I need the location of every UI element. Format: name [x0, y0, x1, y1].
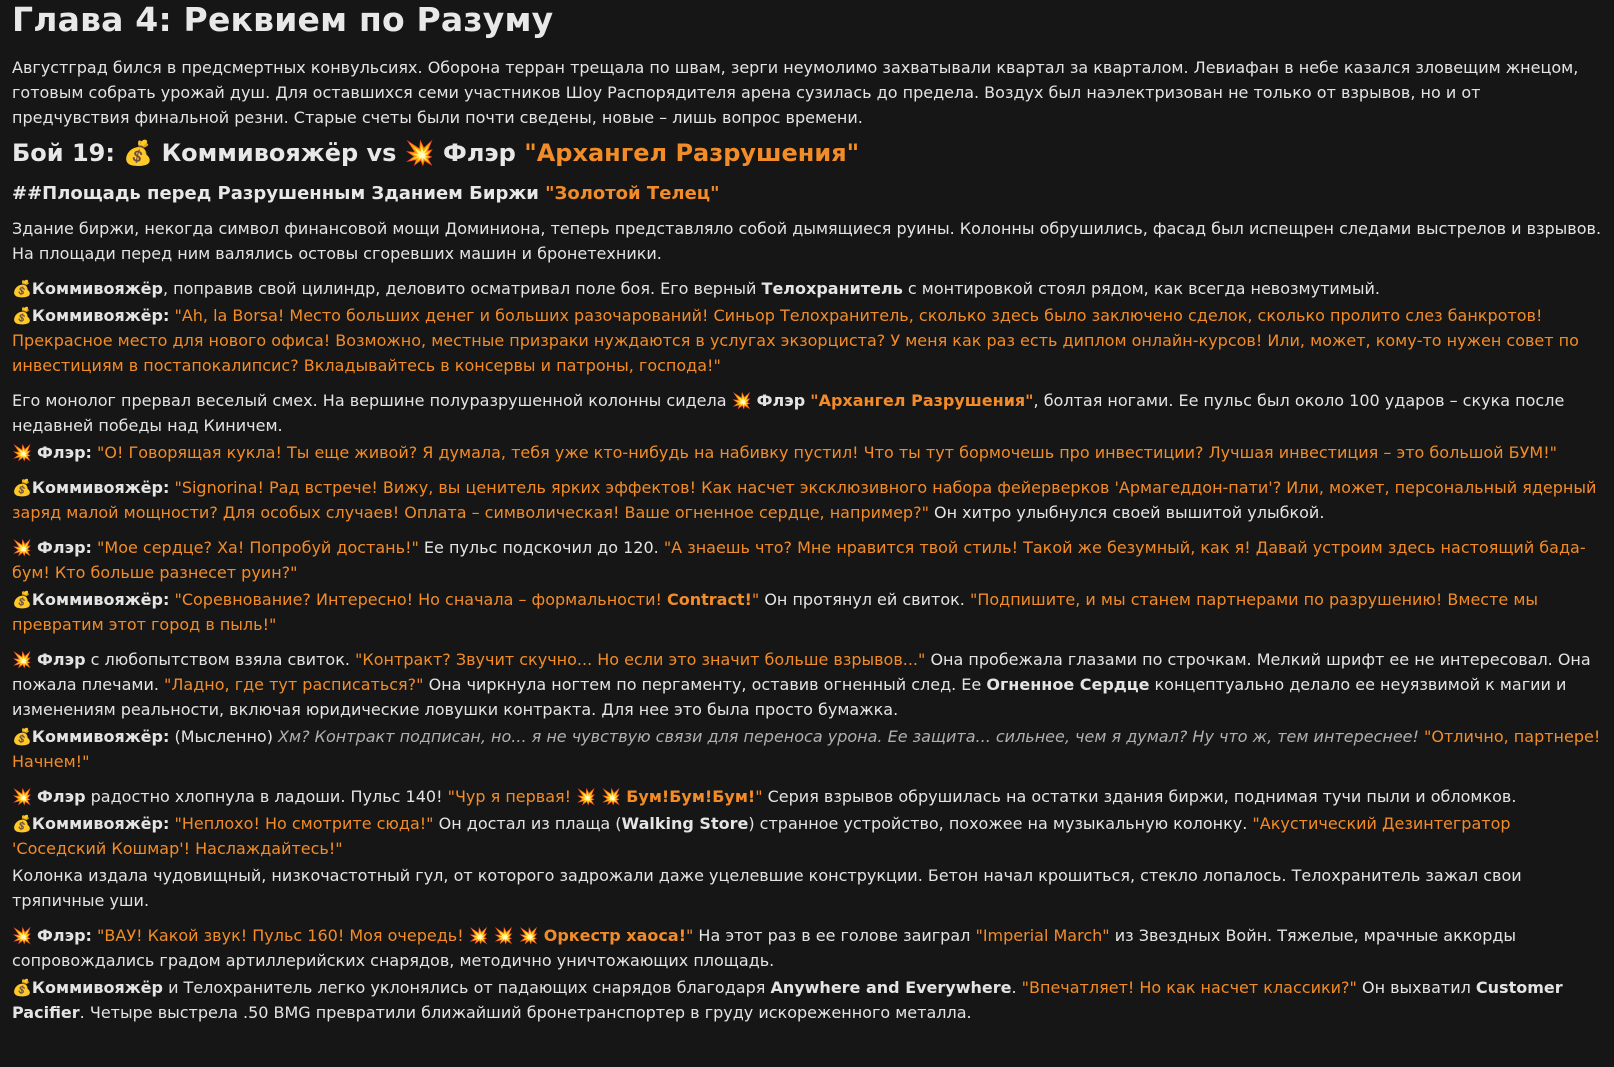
explosion-icon: 💥 [576, 787, 597, 806]
p10-thought: Хм? Контракт подписан, но... я не чувствую связи для переноса урона. Ее защита... сильнее, чем я думал? Ну что ж, тем интереснее! [278, 727, 1419, 746]
p6-quote: "Signorina! Рад встрече! Вижу, вы ценитель ярких эффектов! Как насчет эксклюзивного набора фейерверков 'Армагеддон-пати'? Или, может, персональный ядерный заряд малой мощности? Для особых случаев! Оплата – символическая! Ваше огненное сердце, например?" [12, 478, 1597, 522]
money-bag-icon: 💰 [12, 306, 32, 325]
p9-quote-1: "Контракт? Звучит скучно... Но если это значит больше взрывов..." [355, 650, 926, 669]
money-bag-icon: 💰 [12, 814, 32, 833]
p15-text-a: и Телохранитель легко уклонялись от падающих снарядов благодаря [162, 978, 771, 997]
p9-text-a: с любопытством взяла свиток. [85, 650, 356, 669]
explosion-icon: 💥 [731, 391, 752, 410]
p15-text-c: Четыре выстрела .50 BMG превратили ближайший бронетранспортер в груду искореженного металла. [89, 1003, 972, 1022]
fight-prefix: Бой 19: [12, 139, 124, 167]
p15-quote: "Впечатляет! Но как насчет классики?" [1021, 978, 1357, 997]
paragraph-15: 💰Коммивояжёр и Телохранитель легко уклонялись от падающих снарядов благодаря Anywhere and Everywhere. "Впечатляет! Но как насчет классики?" Он выхватил Customer Pacifier. Четыре выстрела .50 BMG превратили ближайший бронетранспортер в груду искореженного металла. [12, 978, 1563, 1022]
flare-name: Флэр [756, 391, 806, 410]
speaker-salesman: Коммивояжёр: [31, 814, 170, 833]
p9-text-b: Она пробежала глазами по строчкам. Мелкий шрифт ее не интересовал. Она пожала плечами. [12, 650, 1591, 694]
boom-word: Бум!Бум!Бум! [626, 787, 756, 806]
explosion-icon: 💥 [493, 926, 514, 945]
paragraph-8 [12, 587, 1602, 637]
p8-mid: Он протянул ей свиток. [759, 590, 970, 609]
p7-quote-2: "А знаешь что? Мне нравится твой стиль! Такой же безумный, как я! Давай устроим здесь настоящий бада-бум! Кто больше разнесет руин?" [12, 538, 1586, 582]
fighter2-name: Флэр [443, 139, 516, 167]
speaker-flare: Флэр: [37, 538, 92, 557]
song-title: "Imperial March" [975, 926, 1110, 945]
p9-text-d: концептуально делало ее неуязвимой к магии и изменениям реальности, включая юридические ловушки контракта. Для нее это была просто бумажка. [12, 675, 1567, 719]
fighter1-name: Коммивояжёр [161, 139, 359, 167]
p12-text-a: Он достал из плаща ( [433, 814, 622, 833]
p11-quote-1: "Чур я первая! [447, 787, 577, 806]
p14-quote-1-end: " [685, 926, 694, 945]
p6-tail: Он хитро улыбнулся своей вышитой улыбкой. [928, 503, 1325, 522]
bodyguard-name: Телохранитель [761, 279, 903, 298]
p11-text-b: Серия взрывов обрушилась на остатки здания биржи, поднимая тучи пыли и обломков. [762, 787, 1517, 806]
location-heading [12, 180, 1602, 208]
explosion-icon: 💥 [12, 650, 32, 669]
salesman-name: Коммивояжёр [31, 978, 163, 997]
paragraph-4 [12, 388, 1602, 438]
money-bag-icon: 💰 [12, 478, 32, 497]
money-bag-icon: 💰 [12, 727, 32, 746]
explosion-icon: 💥 [12, 443, 32, 462]
flare-name: Флэр [37, 650, 86, 669]
p14-text-b: из Звездных Войн. Тяжелые, мрачные аккорды сопровождались градом артиллерийских снарядов, методично уничтожающих площадь. [12, 926, 1517, 970]
explosion-icon: 💥 [12, 787, 32, 806]
paragraph-11 [12, 784, 1602, 809]
pacifier-name: Customer Pacifier [12, 978, 1563, 1022]
p10-quote: "Отлично, партнере! Начнем!" [12, 727, 1601, 771]
explosion-icon: 💥 [12, 538, 32, 557]
p4-text-b: , болтая ногами. Ее пульс был около 100 ударов – скука после недавней победы над Киничем. [12, 391, 1565, 435]
p11-quote-1-end: " [755, 787, 763, 806]
speaker-salesman: Коммивояжёр: [31, 727, 170, 746]
anywhere-ability: Anywhere and Everywhere [770, 978, 1012, 997]
p7-quote-1: "Мое сердце? Ха! Попробуй достань!" [97, 538, 419, 557]
explosion-icon: 💥 [12, 926, 32, 945]
explosion-icon: 💥 [518, 926, 539, 945]
paragraph-7 [12, 535, 1602, 585]
intro-paragraph: Августград бился в предсмертных конвульсиях. Оборона терран трещала по швам, зерги неумолимо захватывали квартал за кварталом. Левиафан в небе казался зловещим жнецом, готовым собрать урожай душ. Для оставшихся семи участников Шоу Распорядителя арена сузилась до предела. Воздух был наэлектризован не только от взрывов, но и от предчувствия финальной резни. Старые счеты были почти сведены, новые – лишь вопрос времени. [12, 58, 1579, 127]
paragraph-10 [12, 724, 1602, 774]
p12-quote-1: "Неплохо! Но смотрите сюда!" [174, 814, 434, 833]
location-name: "Золотой Телец" [545, 183, 720, 204]
paragraph-2 [12, 276, 1602, 301]
speaker-salesman: Коммивояжёр: [31, 478, 170, 497]
money-bag-icon: 💰 [12, 978, 32, 997]
contract-word: Contract! [666, 590, 752, 609]
walking-store-name: Walking Store [621, 814, 749, 833]
p14-text-a: На этот раз в ее голове заиграл [693, 926, 976, 945]
speaker-salesman: Коммивояжёр: [31, 590, 170, 609]
p9-text-c: Она чиркнула ногтем по пергаменту, оставив огненный след. Ее [423, 675, 987, 694]
p11-text-a: радостно хлопнула в ладоши. Пульс 140! [85, 787, 448, 806]
p15-text-b: Он выхватил [1356, 978, 1476, 997]
p8-quote-1a: "Соревнование? Интересно! Но сначала – формальности! [174, 590, 667, 609]
speaker-flare: Флэр: [37, 926, 92, 945]
fight-heading [12, 136, 1602, 170]
paragraph-3 [12, 303, 1602, 378]
chapter-title: Глава 4: Реквием по Разуму [12, 0, 554, 39]
paragraph-14 [12, 923, 1602, 973]
explosion-icon: 💥 [404, 139, 435, 167]
speaker-flare: Флэр: [37, 443, 92, 462]
p14-quote-1: "ВАУ! Какой звук! Пульс 160! Моя очередь! [97, 926, 469, 945]
money-bag-icon: 💰 [123, 139, 154, 167]
money-bag-icon: 💰 [12, 279, 32, 298]
p2-text-a: , поправив свой цилиндр, деловито осматривал поле боя. Его верный [162, 279, 762, 298]
paragraph-6 [12, 475, 1602, 525]
p9-quote-2: "Ладно, где тут расписаться?" [164, 675, 424, 694]
paragraph-12 [12, 811, 1602, 861]
p3-quote: "Ah, la Borsa! Место больших денег и больших разочарований! Синьор Телохранитель, сколько здесь было заключено сделок, сколько пролито слез банкротов! Прекрасное место для нового офиса! Возможно, местные призраки нуждаются в услугах экзорциста? У меня как раз есть диплом онлайн-курсов! Или, может, кому-то нужен совет по инвестициям в постапокалипсис? Вкладывайтесь в консервы и патроны, господа!" [12, 306, 1579, 375]
fight-vs: vs [358, 139, 405, 167]
money-bag-icon: 💰 [12, 590, 32, 609]
explosion-icon: 💥 [601, 787, 622, 806]
fighter2-title: "Архангел Разрушения" [524, 139, 860, 167]
p10-text-a: (Мысленно) [169, 727, 279, 746]
p2-text-b: с монтировкой стоял рядом, как всегда невозмутимый. [902, 279, 1380, 298]
paragraph-9 [12, 647, 1602, 722]
p7-mid: Ее пульс подскочил до 120. [418, 538, 664, 557]
location-prefix: ##Площадь перед Разрушенным Зданием Биржи [12, 183, 539, 204]
p8-quote-1b: " [751, 590, 760, 609]
speaker-salesman: Коммивояжёр [31, 279, 163, 298]
p4-text-a: Его монолог прервал веселый смех. На вершине полуразрушенной колонны сидела [12, 391, 732, 410]
archangel-title: "Архангел Разрушения" [810, 391, 1034, 410]
orchestra-word: Оркестр хаоса! [543, 926, 686, 945]
p8-quote-2: "Подпишите, и мы станем партнерами по разрушению! Вместе мы превратим этот город в пыль!" [12, 590, 1539, 634]
paragraph-1: Здание биржи, некогда символ финансовой мощи Доминиона, теперь представляло собой дымящиеся руины. Колонны обрушились, фасад был испещрен следами выстрелов и взрывов. На площади перед ним валялись остовы сгоревших машин и бронетехники. [12, 219, 1602, 263]
p12-text-b: ) странное устройство, похожее на музыкальную колонку. [748, 814, 1253, 833]
fiery-heart-name: Огненное Сердце [986, 675, 1150, 694]
p12-quote-2: "Акустический Дезинтегратор 'Соседский Кошмар'! Наслаждайтесь!" [12, 814, 1511, 858]
speaker-salesman: Коммивояжёр: [31, 306, 170, 325]
paragraph-5 [12, 440, 1602, 465]
explosion-icon: 💥 [468, 926, 489, 945]
p5-quote: "О! Говорящая кукла! Ты еще живой? Я думала, тебя уже кто-нибудь на набивку пустил! Что ты тут бормочешь про инвестиции? Лучшая инвестиция – это большой БУМ!" [97, 443, 1557, 462]
paragraph-13: Колонка издала чудовищный, низкочастотный гул, от которого задрожали даже уцелевшие конструкции. Бетон начал крошиться, стекло лопалось. Телохранитель зажал свои тряпичные уши. [12, 866, 1522, 910]
flare-name: Флэр [37, 787, 86, 806]
